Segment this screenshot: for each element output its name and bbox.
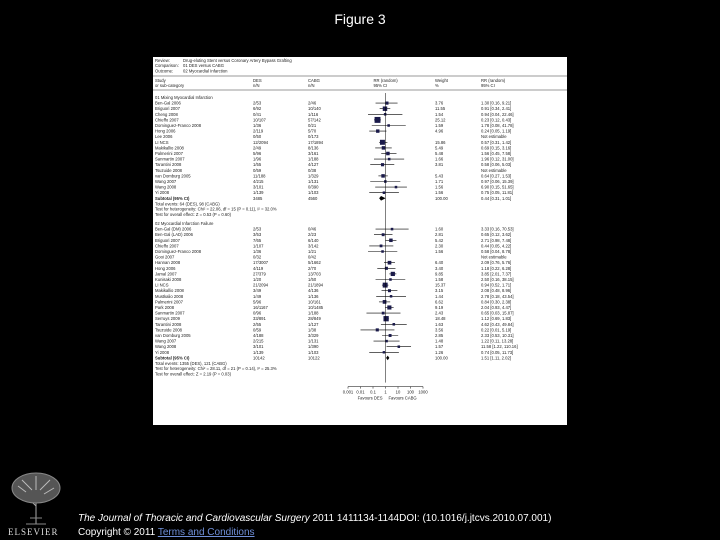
des-events: 3/53 bbox=[253, 232, 262, 238]
cabg-events: 3/329 bbox=[308, 333, 319, 338]
rr-ci-value: 2.78 [0.18, 43.54] bbox=[481, 293, 514, 299]
subtotal-weight: 100.00 bbox=[435, 195, 448, 201]
effect-square bbox=[375, 117, 381, 123]
effect-square bbox=[381, 163, 384, 166]
weight-value: 18.48 bbox=[435, 316, 446, 322]
cabg-events: 0/38 bbox=[308, 167, 317, 173]
cabg-events: 5/1662 bbox=[308, 260, 321, 266]
cabg-events: 1/50 bbox=[308, 277, 317, 282]
cabg-events: 17/1894 bbox=[308, 139, 324, 145]
weight-value: 6.40 bbox=[435, 260, 444, 266]
weight-value: 1.71 bbox=[435, 179, 444, 184]
weight-value: 3.40 bbox=[435, 265, 444, 271]
header-value: Drug-eluting Stent versus Coronary Artery Bypass Grafting bbox=[183, 58, 292, 63]
weight-value: 2.85 bbox=[435, 333, 444, 338]
cabg-events: 1/131 bbox=[308, 338, 319, 344]
des-events: 4/119 bbox=[253, 265, 264, 271]
weight-value: 11.55 bbox=[435, 106, 446, 112]
effect-square bbox=[387, 305, 391, 309]
citation-doi: 2011 1411134-1144DOI: (10.1016/j.jtcvs.2010.07.001) bbox=[309, 513, 552, 524]
header-value: 02 Myocardial Infarction bbox=[183, 68, 228, 74]
column-header-rr_ci: 95% CI bbox=[481, 83, 495, 88]
study-name: LI NCS bbox=[155, 282, 169, 288]
rr-ci-value: 0.24 [0.05, 1.19] bbox=[481, 128, 512, 134]
header-label: Outcome: bbox=[155, 68, 174, 74]
favours-des-label: Favours DES bbox=[357, 395, 383, 401]
subtotal-rr: 0.44 [0.31, 1.01] bbox=[481, 195, 512, 201]
effect-square bbox=[384, 113, 387, 116]
cabg-events: 2/70 bbox=[308, 265, 317, 271]
cabg-events: 10/140 bbox=[308, 106, 321, 112]
effect-square bbox=[389, 334, 392, 337]
rr-ci-value: 0.64 [0.27, 1.53] bbox=[481, 173, 512, 179]
study-name: Wang 2007 bbox=[155, 179, 177, 184]
weight-value: 1.56 bbox=[435, 249, 444, 254]
subtotal-cabg: 4560 bbox=[308, 195, 318, 201]
column-header-des: DES bbox=[253, 78, 262, 83]
study-name: Ben-Gal (DM) 2006 bbox=[155, 226, 192, 232]
rr-ci-value: 3.33 [0.16, 70.53] bbox=[481, 226, 514, 232]
effect-square bbox=[387, 124, 390, 127]
cabg-events: 3/142 bbox=[308, 243, 319, 249]
weight-value: 5.49 bbox=[435, 145, 444, 151]
cabg-events: 2/46 bbox=[308, 100, 317, 106]
weight-value: 2.81 bbox=[435, 232, 444, 238]
des-events: 1/36 bbox=[253, 249, 262, 254]
study-name: Makikallio 2008 bbox=[155, 288, 184, 294]
weight-value: 2.30 bbox=[435, 243, 444, 249]
weight-value: 15.86 bbox=[435, 139, 446, 145]
des-events: 17/3007 bbox=[253, 260, 269, 266]
group-note: Test for overall effect: Z = 0.53 (P = 0.60) bbox=[155, 211, 231, 217]
column-header-study: or sub-category bbox=[155, 83, 185, 88]
weight-value: 3.56 bbox=[435, 327, 444, 333]
des-events: 27/379 bbox=[253, 271, 266, 277]
effect-square bbox=[391, 228, 394, 231]
weight-value: 25.12 bbox=[435, 117, 446, 123]
weight-value: 2.43 bbox=[435, 310, 444, 316]
header-label: Review: bbox=[155, 58, 170, 63]
rr-ci-value: 0.44 [0.05, 4.22] bbox=[481, 243, 512, 249]
study-name: Tsuzuide 2008 bbox=[155, 327, 183, 333]
group-note: Total events: 1355 (DES), 121 (CABG) bbox=[155, 361, 227, 366]
rr-ci-value: 1.78 [0.08, 41.78] bbox=[481, 123, 514, 128]
effect-square bbox=[388, 261, 392, 265]
des-events: 10/107 bbox=[253, 117, 266, 123]
cabg-events: 1/127 bbox=[308, 321, 319, 327]
weight-value: 1.26 bbox=[435, 349, 444, 355]
header-value: 01 DES versus CABG bbox=[183, 63, 224, 69]
study-name: Briguori 2007 bbox=[155, 237, 180, 243]
rr-ci-value: 0.97 [0.06, 15.39] bbox=[481, 179, 514, 184]
study-name: Tsuzuide 2008 bbox=[155, 167, 183, 173]
effect-square bbox=[388, 158, 391, 161]
study-name: Sanmartin 2007 bbox=[155, 156, 185, 162]
des-events: 2/119 bbox=[253, 128, 264, 134]
study-name: Makikallio 2008 bbox=[155, 145, 184, 151]
des-events: 0/96 bbox=[253, 310, 262, 316]
study-name: Ben-Gal (LAD) 2006 bbox=[155, 232, 193, 238]
study-name: van Domburg 2005 bbox=[155, 333, 191, 338]
weight-value: 1.48 bbox=[435, 338, 444, 344]
subtotal-cabg: 10122 bbox=[308, 355, 320, 361]
effect-square bbox=[389, 278, 392, 281]
weight-value: 5.42 bbox=[435, 237, 444, 243]
weight-value: 1.58 bbox=[435, 277, 444, 282]
des-events: 0/59 bbox=[253, 327, 262, 333]
effect-square bbox=[380, 245, 383, 248]
weight-value: 1.59 bbox=[435, 123, 444, 128]
study-name: Chieffo 2007 bbox=[155, 243, 179, 249]
cabg-events: 1/116 bbox=[308, 111, 319, 117]
journal-name: The Journal of Thoracic and Cardiovascular Surgery bbox=[78, 513, 310, 524]
weight-value: 6.62 bbox=[435, 299, 444, 305]
cabg-events: 4/127 bbox=[308, 162, 319, 168]
forest-plot bbox=[153, 57, 567, 425]
cabg-events: 10/1485 bbox=[308, 305, 324, 310]
study-name: Tarantini 2008 bbox=[155, 321, 182, 327]
des-events: 6/92 bbox=[253, 106, 262, 112]
rr-ci-value: Not estimable bbox=[481, 167, 507, 173]
effect-square bbox=[376, 328, 379, 331]
cabg-events: 3/161 bbox=[308, 151, 319, 156]
subtotal-rr: 1.51 [1.11, 2.02] bbox=[481, 355, 511, 361]
subtotal-label: Subtotal (95% CI) bbox=[155, 355, 190, 361]
rr-ci-value: Not estimable bbox=[481, 254, 507, 260]
des-events: 0/32 bbox=[253, 254, 262, 260]
header-label: Comparison: bbox=[155, 63, 179, 69]
rr-ci-value: 0.23 [0.12, 0.43] bbox=[481, 117, 512, 123]
column-header-rr: 95% CI bbox=[373, 83, 388, 88]
effect-square bbox=[382, 312, 385, 315]
weight-value: 9.85 bbox=[435, 271, 444, 277]
subtotal-weight: 100.00 bbox=[435, 355, 448, 361]
des-events: 2/53 bbox=[253, 100, 262, 106]
weight-value: 1.44 bbox=[435, 293, 444, 299]
rr-ci-value: 3.85 [2.01, 7.37] bbox=[481, 271, 512, 277]
des-events: 1/20 bbox=[253, 277, 262, 282]
slide-title: Figure 3 bbox=[334, 11, 386, 27]
x-tick-label: 10 bbox=[395, 389, 401, 395]
group-note: Total events: 64 (DES), 98 (CABG) bbox=[155, 201, 220, 207]
weight-value: 1.56 bbox=[435, 184, 444, 190]
rr-ci-value: Not estimable bbox=[481, 134, 507, 140]
effect-square bbox=[381, 174, 384, 177]
effect-square bbox=[380, 140, 385, 145]
copyright-text: Copyright © 2011 bbox=[78, 527, 158, 538]
group-note: Test for heterogeneity: Chi² = 22.06, df = 15 (P = 0.11), I² = 32.0% bbox=[155, 206, 277, 212]
column-header-des: n/N bbox=[253, 83, 260, 88]
study-name: Ben-Gal 2006 bbox=[155, 100, 181, 106]
cabg-events: 0/173 bbox=[308, 134, 319, 140]
cabg-events: 1/38 bbox=[308, 327, 317, 333]
weight-value: 15.37 bbox=[435, 282, 446, 288]
effect-square bbox=[381, 250, 384, 253]
study-name: van Domburg 2005 bbox=[155, 173, 191, 179]
study-name: Hong 2006 bbox=[155, 128, 176, 134]
elsevier-wordmark: ELSEVIER bbox=[8, 527, 59, 537]
rr-ci-value: 1.96 [0.12, 31.00] bbox=[481, 156, 514, 162]
study-name: Briguori 2007 bbox=[155, 106, 180, 112]
column-header-cabg: n/N bbox=[308, 83, 315, 88]
effect-square bbox=[383, 283, 388, 288]
des-events: 21/2094 bbox=[253, 282, 269, 288]
rr-ci-value: 1.30 [0.16, 9.21] bbox=[481, 100, 512, 106]
rr-ci-value: 1.18 [0.22, 6.28] bbox=[481, 265, 512, 271]
study-name: Hong 2006 bbox=[155, 265, 176, 271]
rr-ci-value: 0.84 [0.30, 2.38] bbox=[481, 299, 512, 305]
effect-square bbox=[382, 146, 386, 150]
des-events: 1/139 bbox=[253, 349, 264, 355]
study-name: Wang 2008 bbox=[155, 344, 177, 350]
rr-ci-value: 0.22 [0.01, 5.19] bbox=[481, 327, 512, 333]
des-events: 0/50 bbox=[253, 134, 262, 140]
cabg-events: 10/161 bbox=[308, 299, 321, 305]
cabg-events: 1/188 bbox=[308, 310, 319, 316]
weight-value: 3.81 bbox=[435, 162, 444, 168]
rr-ci-value: 2.08 [0.48, 8.96] bbox=[481, 288, 512, 294]
cabg-events: 0/21 bbox=[308, 123, 317, 128]
subtotal-des: 10142 bbox=[253, 355, 265, 361]
rr-ci-value: 0.74 [0.05, 11.73] bbox=[481, 349, 514, 355]
effect-square bbox=[391, 272, 395, 276]
weight-value: 1.60 bbox=[435, 226, 444, 232]
rr-ci-value: 0.65 [0.03, 15.87] bbox=[481, 310, 514, 316]
rr-ci-value: 0.57 [0.31, 1.42] bbox=[481, 139, 512, 145]
study-name: Lee 2006 bbox=[155, 134, 173, 140]
pooled-diamond bbox=[386, 356, 389, 361]
study-name: Serruys 2009 bbox=[155, 316, 180, 322]
cabg-events: 1/188 bbox=[308, 156, 319, 162]
effect-square bbox=[383, 316, 388, 321]
study-name: Wang 2008 bbox=[155, 184, 177, 190]
study-name: Yi 2008 bbox=[155, 190, 170, 196]
rr-ci-value: 4.62 [0.43, 49.84] bbox=[481, 321, 514, 327]
weight-value: 1.54 bbox=[435, 111, 444, 117]
study-name: LI NCS bbox=[155, 139, 169, 145]
effect-square bbox=[389, 239, 392, 242]
cabg-events: 8/136 bbox=[308, 145, 319, 151]
cabg-events: 1/103 bbox=[308, 190, 319, 196]
study-name: Gooi 2007 bbox=[155, 254, 175, 260]
cabg-events: 21/1894 bbox=[308, 282, 324, 288]
des-events: 0/41 bbox=[253, 111, 262, 117]
effect-square bbox=[383, 191, 386, 194]
des-events: 1/139 bbox=[253, 190, 264, 196]
des-events: 3/49 bbox=[253, 288, 262, 294]
study-name: Palmerini 2007 bbox=[155, 299, 183, 305]
cabg-events: 2/23 bbox=[308, 232, 317, 238]
forest-plot-figure bbox=[153, 57, 567, 425]
column-header-rr_ci: RR (random) bbox=[481, 78, 506, 83]
rr-ci-value: 0.94 [0.04, 22.46] bbox=[481, 111, 514, 117]
cabg-events: 28/849 bbox=[308, 316, 321, 322]
copyright-line bbox=[78, 527, 255, 538]
rr-ci-value: 1.56 [0.45, 7.58] bbox=[481, 151, 512, 156]
study-name: Dominguez-Franco 2008 bbox=[155, 123, 202, 128]
cabg-events: 5/70 bbox=[308, 128, 317, 134]
des-events: 4/188 bbox=[253, 333, 264, 338]
terms-link[interactable]: Terms and Conditions bbox=[157, 527, 255, 538]
study-name: Yi 2008 bbox=[155, 349, 170, 355]
cabg-events: 57/142 bbox=[308, 117, 321, 123]
effect-square bbox=[395, 186, 398, 189]
study-name: Tarantini 2008 bbox=[155, 162, 182, 168]
des-events: 33/891 bbox=[253, 316, 266, 322]
study-name: Sanmartin 2007 bbox=[155, 310, 185, 316]
cabg-events: 0/46 bbox=[308, 226, 317, 232]
subtotal-label: Subtotal (95% CI) bbox=[155, 195, 190, 201]
weight-value: 1.66 bbox=[435, 156, 444, 162]
des-events: 3/101 bbox=[253, 184, 264, 190]
x-tick-label: 0.1 bbox=[370, 389, 376, 395]
group1-title: 01 Mixing Myocardial Infarction bbox=[155, 95, 213, 100]
effect-square bbox=[388, 289, 391, 292]
des-events: 3/101 bbox=[253, 344, 264, 350]
des-events: 1/55 bbox=[253, 162, 262, 168]
favours-cabg-label: Favours CABG bbox=[388, 395, 417, 401]
rr-ci-value: 0.69 [0.15, 3.16] bbox=[481, 145, 512, 151]
tree-icon bbox=[6, 468, 66, 526]
weight-value: 1.63 bbox=[435, 321, 444, 327]
des-events: 1/107 bbox=[253, 243, 264, 249]
study-name: Dominguez-Franco 2008 bbox=[155, 249, 202, 254]
des-events: 1/49 bbox=[253, 293, 262, 299]
cabg-events: 1/103 bbox=[308, 349, 319, 355]
column-header-cabg: CABG bbox=[308, 78, 320, 83]
weight-value: 3.15 bbox=[435, 288, 444, 294]
study-name: Park 2008 bbox=[155, 305, 175, 310]
rr-ci-value: 0.94 [0.52, 1.71] bbox=[481, 282, 512, 288]
column-header-rr: RR (random) bbox=[373, 78, 398, 83]
rr-ci-value: 1.22 [0.11, 13.28] bbox=[481, 338, 514, 344]
des-events: 2/55 bbox=[253, 321, 262, 327]
effect-square bbox=[382, 233, 385, 236]
cabg-events: 13/703 bbox=[308, 271, 321, 277]
weight-value: 1.56 bbox=[435, 190, 444, 196]
des-events: 0/59 bbox=[253, 167, 262, 173]
study-name: Palmerini 2007 bbox=[155, 151, 183, 156]
rr-ci-value: 2.09 [0.76, 5.76] bbox=[481, 260, 512, 266]
cabg-events: 1/329 bbox=[308, 173, 319, 179]
rr-ci-value: 2.04 [0.93, 4.47] bbox=[481, 305, 512, 310]
group2-title: 02 Myocardial Infarction Failure bbox=[155, 221, 214, 226]
study-name: Kunisaki 2008 bbox=[155, 277, 182, 282]
effect-square bbox=[398, 345, 401, 348]
effect-square bbox=[383, 351, 385, 353]
study-name: Mustkalio 2008 bbox=[155, 293, 184, 299]
effect-square bbox=[390, 295, 392, 297]
des-events: 4/215 bbox=[253, 179, 264, 184]
x-tick-label: 0.01 bbox=[356, 389, 365, 395]
effect-square bbox=[383, 106, 387, 110]
des-events: 16/1167 bbox=[253, 305, 268, 310]
study-name: Hannan 2008 bbox=[155, 260, 181, 266]
cabg-events: 1/21 bbox=[308, 249, 317, 254]
rr-ci-value: 2.50 [0.16, 38.15] bbox=[481, 277, 514, 282]
column-header-study: Study bbox=[155, 78, 166, 83]
group-note: Test for overall effect: Z = 2.19 (P = 0.03) bbox=[155, 371, 231, 377]
x-tick-label: 0.001 bbox=[342, 389, 354, 395]
x-tick-label: 1000 bbox=[418, 389, 428, 395]
weight-value: 3.76 bbox=[435, 100, 444, 106]
x-tick-label: 100 bbox=[407, 389, 414, 395]
weight-value: 9.19 bbox=[435, 305, 444, 310]
subtotal-des: 3485 bbox=[253, 195, 263, 201]
cabg-events: 0/42 bbox=[308, 254, 317, 260]
pooled-diamond bbox=[379, 196, 385, 201]
cabg-events: 1/136 bbox=[308, 293, 319, 299]
study-name: Cheng 2008 bbox=[155, 111, 178, 117]
column-header-weight: Weight bbox=[435, 78, 448, 83]
rr-ci-value: 6.90 [0.15, 51.65] bbox=[481, 184, 514, 190]
des-events: 12/2094 bbox=[253, 139, 269, 145]
weight-value: 4.96 bbox=[435, 128, 444, 134]
rr-ci-value: 1.12 [0.69, 1.83] bbox=[481, 316, 512, 322]
effect-square bbox=[376, 129, 379, 132]
cabg-events: 4/136 bbox=[308, 288, 319, 294]
cabg-events: 6/140 bbox=[308, 237, 319, 243]
effect-square bbox=[386, 152, 390, 156]
study-name: Chieffo 2007 bbox=[155, 117, 179, 123]
rr-ci-value: 0.91 [0.34, 2.41] bbox=[481, 106, 512, 112]
des-events: 11/188 bbox=[253, 173, 266, 179]
study-name: Wang 2007 bbox=[155, 338, 177, 344]
cabg-events: 0/390 bbox=[308, 184, 319, 190]
des-events: 2/53 bbox=[253, 226, 262, 232]
x-tick-label: 1 bbox=[384, 389, 387, 395]
weight-value: 5.48 bbox=[435, 151, 444, 156]
citation-line bbox=[78, 513, 551, 524]
des-events: 5/96 bbox=[253, 299, 262, 305]
rr-ci-value: 2.71 [0.98, 7.48] bbox=[481, 237, 512, 243]
des-events: 5/96 bbox=[253, 151, 262, 156]
cabg-events: 1/390 bbox=[308, 344, 319, 350]
des-events: 1/96 bbox=[253, 156, 262, 162]
des-events: 2/215 bbox=[253, 338, 264, 344]
study-name: Jamal 2007 bbox=[155, 271, 177, 277]
weight-value: 1.57 bbox=[435, 344, 444, 350]
cabg-events: 1/131 bbox=[308, 179, 319, 184]
effect-square bbox=[393, 323, 396, 326]
des-events: 7/65 bbox=[253, 237, 262, 243]
weight-value: 5.43 bbox=[435, 173, 444, 179]
rr-ci-value: 0.58 [0.06, 5.03] bbox=[481, 162, 512, 168]
rr-ci-value: 11.58 [1.22, 110.16] bbox=[481, 344, 518, 350]
des-events: 2/49 bbox=[253, 145, 262, 151]
rr-ci-value: 0.75 [0.05, 11.81] bbox=[481, 190, 514, 196]
des-events: 1/36 bbox=[253, 123, 262, 128]
group-note: Test for heterogeneity: Chi² = 28.11, df = 21 (P = 0.14), I² = 25.3% bbox=[155, 366, 277, 372]
rr-ci-value: 0.65 [0.12, 3.62] bbox=[481, 232, 512, 238]
column-header-weight: % bbox=[435, 83, 439, 88]
rr-ci-value: 2.33 [0.53, 10.31] bbox=[481, 333, 514, 338]
rr-ci-value: 0.58 [0.04, 8.78] bbox=[481, 249, 512, 254]
effect-square bbox=[383, 300, 387, 304]
effect-square bbox=[385, 102, 388, 105]
